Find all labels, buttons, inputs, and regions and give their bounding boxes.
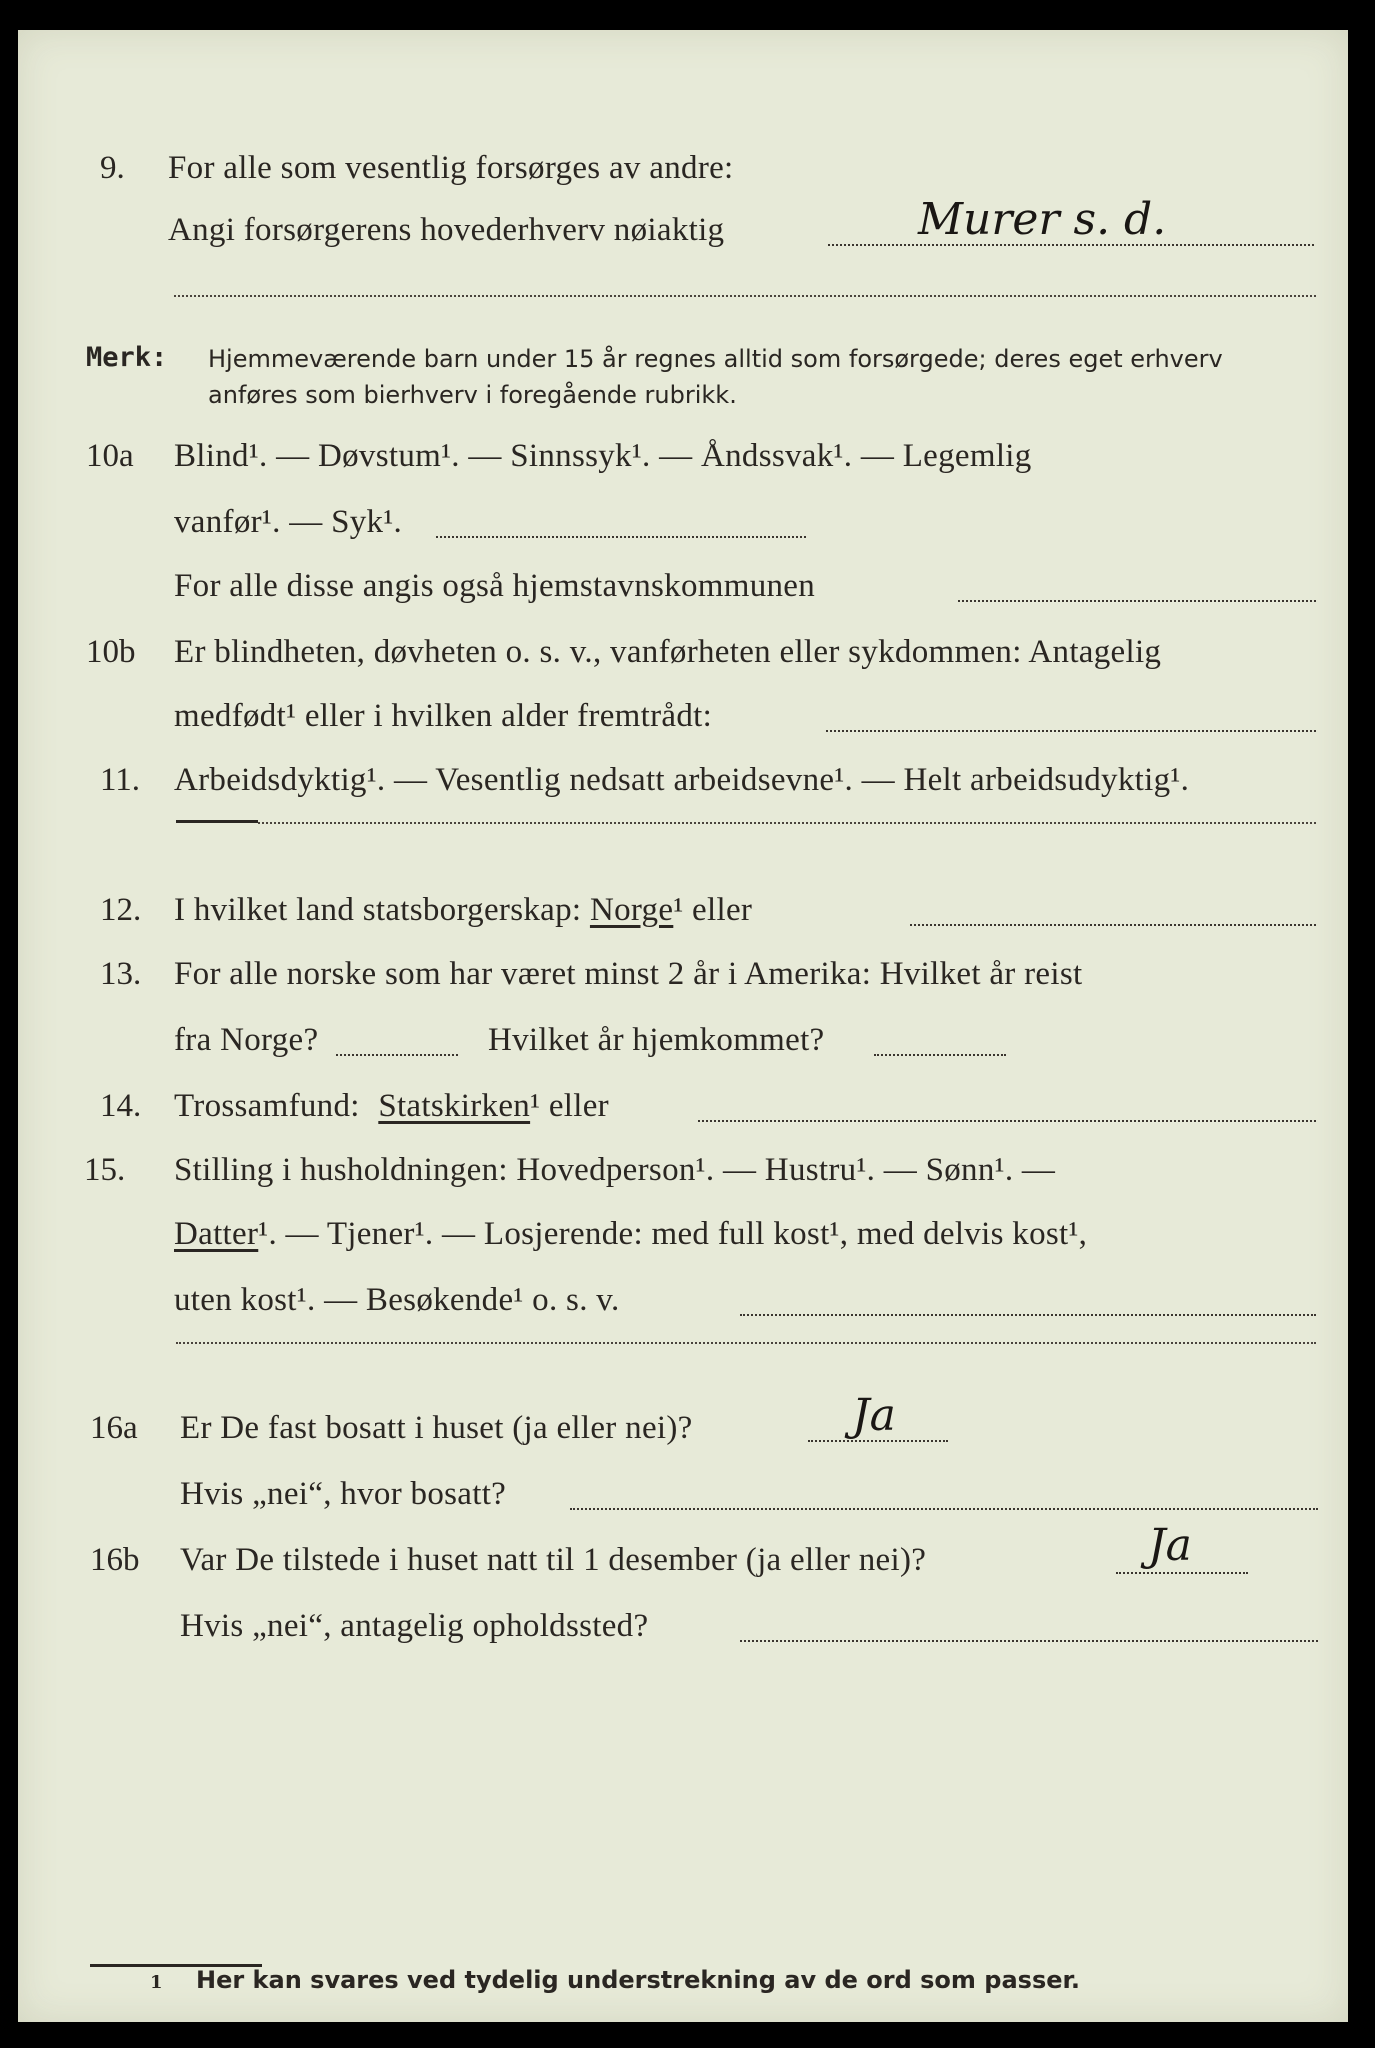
question-text-rest: ¹. — Tjener¹. — Losjerende: med full kost¹, med delvis kost¹, <box>258 1216 1088 1252</box>
question-number: 10b <box>86 634 136 670</box>
merk-text-line-2: anføres som bierhverv i foregående rubrikk. <box>208 381 737 409</box>
question-10b-line-2 <box>18 688 1348 744</box>
question-number: 16a <box>90 1410 138 1446</box>
answer-line <box>740 1640 1318 1642</box>
question-text: Hvis „nei“, hvor bosatt? <box>180 1476 507 1512</box>
question-text: medfødt¹ eller i hvilken alder fremtrådt: <box>174 698 713 734</box>
question-text <box>174 1078 609 1134</box>
underline-mark <box>176 820 258 823</box>
question-number: 15. <box>84 1152 126 1188</box>
answer-line <box>826 730 1316 732</box>
question-number: 11. <box>100 762 141 798</box>
underlined-answer-norge: Norge <box>589 892 674 928</box>
question-15-line-2 <box>18 1206 1348 1262</box>
question-text-suffix: ¹ eller <box>673 892 753 928</box>
question-12 <box>18 882 1348 938</box>
question-16a-line-2 <box>18 1466 1348 1522</box>
question-14 <box>18 1078 1348 1134</box>
question-text: Arbeidsdyktig¹. — Vesentlig nedsatt arbeidsevne¹. — Helt arbeidsudyktig¹. <box>174 762 1190 798</box>
question-13 <box>18 946 1348 1002</box>
question-10a-line-2 <box>18 494 1348 550</box>
question-number: 12. <box>100 892 142 928</box>
question-10a-line-3 <box>18 558 1348 614</box>
question-9-line-2 <box>18 194 1348 258</box>
answer-line <box>874 1054 1006 1056</box>
merk-label: Merk: <box>86 342 168 373</box>
question-15 <box>18 1142 1348 1198</box>
answer-line <box>910 924 1316 926</box>
question-text: Er blindheten, døvheten o. s. v., vanførheten eller sykdommen: Antagelig <box>174 634 1162 670</box>
question-text: For alle norske som har været minst 2 år i Amerika: Hvilket år reist <box>174 956 1083 992</box>
question-text <box>174 882 752 938</box>
question-16b <box>18 1520 1348 1588</box>
question-16a <box>18 1390 1348 1456</box>
question-number: 9. <box>100 150 125 186</box>
question-number: 13. <box>100 956 142 992</box>
merk-text-line-1: Hjemmeværende barn under 15 år regnes alltid som forsørgede; deres eget erhverv <box>208 345 1223 373</box>
handwritten-answer: Murer s. d. <box>918 194 1167 245</box>
question-text: Er De fast bosatt i huset (ja eller nei)? <box>180 1410 693 1446</box>
question-text: vanfør¹. — Syk¹. <box>174 504 403 540</box>
question-text: Hvilket år hjemkommet? <box>488 1022 825 1058</box>
divider-line <box>174 295 1316 297</box>
answer-line <box>436 536 806 538</box>
question-number: 16b <box>90 1542 140 1578</box>
question-text: For alle som vesentlig forsørges av andre: <box>168 150 734 186</box>
handwritten-answer: Ja <box>852 1390 896 1441</box>
question-text: Hvis „nei“, antagelig opholdssted? <box>180 1608 649 1644</box>
question-text-prefix: I hvilket land statsborgerskap: <box>174 892 582 928</box>
question-number: 14. <box>100 1088 142 1124</box>
question-text: For alle disse angis også hjemstavnskommunen <box>174 568 816 604</box>
divider-line <box>258 822 1316 824</box>
underlined-answer-datter: Datter <box>174 1216 259 1252</box>
footnote-number: 1 <box>150 1972 163 1993</box>
answer-line <box>698 1120 1316 1122</box>
footnote-text: Her kan svares ved tydelig understrekning av de ord som passer. <box>196 1966 1081 1994</box>
underlined-answer-statskirken: Statskirken <box>378 1088 531 1124</box>
question-10b <box>18 624 1348 680</box>
divider-line <box>176 1342 1316 1344</box>
question-text-suffix: ¹ eller <box>530 1088 609 1124</box>
answer-line <box>570 1508 1318 1510</box>
question-16b-line-2 <box>18 1598 1348 1654</box>
question-text: Stilling i husholdningen: Hovedperson¹. — Hustru¹. — Sønn¹. — <box>174 1152 1056 1188</box>
question-9 <box>18 140 1348 196</box>
question-15-line-3 <box>18 1272 1348 1328</box>
answer-line <box>1116 1572 1248 1574</box>
answer-line <box>740 1314 1316 1316</box>
answer-line <box>958 600 1316 602</box>
question-text-prefix: Trossamfund: <box>174 1088 360 1124</box>
question-11 <box>18 752 1348 808</box>
question-text: Var De tilstede i huset natt til 1 desember (ja eller nei)? <box>180 1542 927 1578</box>
census-form-page <box>18 30 1348 2022</box>
question-text: Blind¹. — Døvstum¹. — Sinnssyk¹. — Åndssvak¹. — Legemlig <box>174 438 1032 474</box>
answer-line <box>336 1054 458 1056</box>
handwritten-answer: Ja <box>1148 1520 1192 1571</box>
question-text: fra Norge? <box>174 1022 319 1058</box>
question-13-line-2 <box>18 1012 1348 1068</box>
question-text <box>174 1206 1087 1262</box>
question-10a <box>18 428 1348 484</box>
question-text: Angi forsørgerens hovederhverv nøiaktig <box>168 212 725 248</box>
question-text: uten kost¹. — Besøkende¹ o. s. v. <box>174 1282 620 1318</box>
question-number: 10a <box>86 438 134 474</box>
